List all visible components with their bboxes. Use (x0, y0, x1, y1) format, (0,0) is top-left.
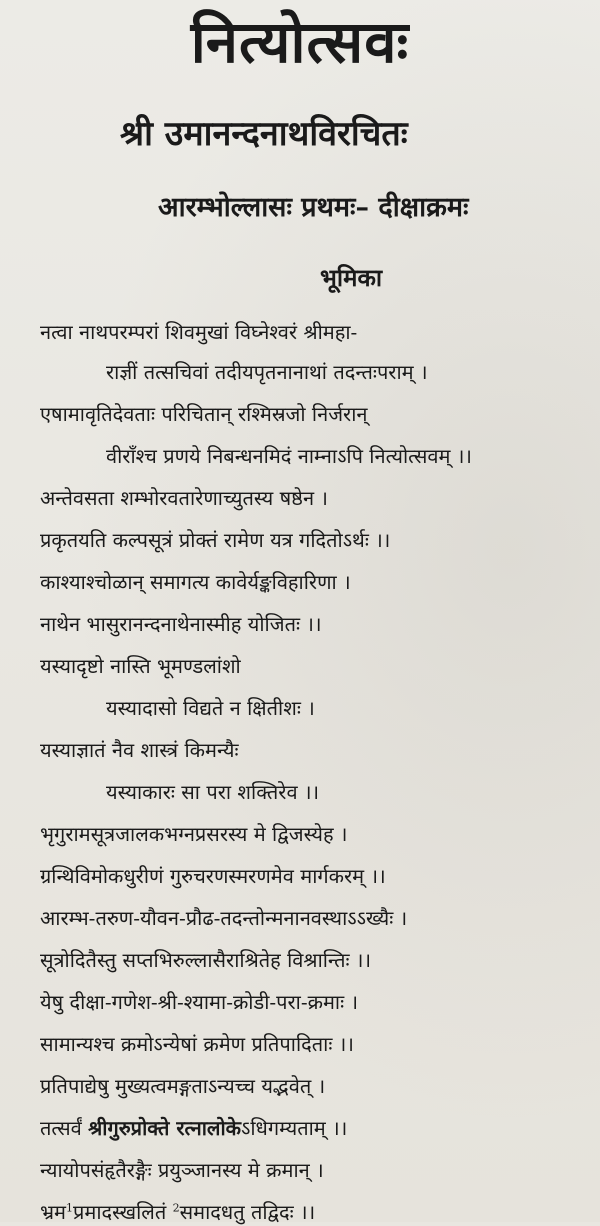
verse-line-middle: प्रमादस्खलितं (73, 1200, 173, 1224)
section-heading: भूमिका (320, 263, 383, 292)
verse-line: आरम्भ-तरुण-यौवन-प्रौढ-तदन्तोन्मनानवस्थाऽऽख्यैः । (40, 906, 408, 930)
verse-line-start: भ्रम (40, 1200, 67, 1224)
book-title: नित्योत्सवः (190, 8, 410, 76)
ratnaloka-reference: श्रीगुरुप्रोक्ते रत्नालोके (88, 1116, 242, 1140)
chapter-heading: आरम्भोल्लासः प्रथमः– दीक्षाक्रमः (158, 192, 469, 223)
verse-line: यस्याज्ञातं नैव शास्त्रं किमन्यैः (40, 738, 239, 762)
author-heading: श्री उमानन्दनाथविरचितः (120, 114, 408, 154)
verse-line: नत्वा नाथपरम्परां शिवमुखां विघ्नेश्वरं श्रीमहा- (40, 320, 358, 344)
footnote-marker-1: 1 (66, 1201, 74, 1215)
verse-line: एषामावृतिदेवताः परिचितान् रश्मिस्रजो निर्जरान् (40, 402, 368, 426)
verse-line: न्यायोपसंहृतैरङ्गैः प्रयुञ्जानस्य मे क्रमान् । (40, 1158, 324, 1182)
verse-line: सूत्रोदितैस्तु सप्तभिरुल्लासैराश्रितेह विश्रान्तिः ।। (40, 948, 372, 972)
verse-line: प्रतिपाद्येषु मुख्यत्वमङ्गताऽन्यच्च यद्भवेत् । (40, 1074, 326, 1098)
verse-line: वीराँश्च प्रणये निबन्धनमिदं नाम्नाऽपि नित्योत्सवम् ।। (106, 444, 473, 468)
verse-line: नाथेन भासुरानन्दनाथेनास्मीह योजितः ।। (40, 612, 322, 636)
verse-line-end: ऽधिगम्यताम् ।। (241, 1116, 348, 1140)
verse-line-start: तत्सर्वं (40, 1116, 89, 1140)
verse-line: अन्तेवसता शम्भोरवतारेणाच्युतस्य षष्ठेन । (40, 486, 328, 510)
verse-line: ग्रन्थिविमोकधुरीणं गुरुचरणस्मरणमेव मार्गकरम् ।। (40, 864, 386, 888)
verse-line: सामान्यश्च क्रमोऽन्येषां क्रमेण प्रतिपादिताः ।। (40, 1032, 354, 1056)
verse-line: येषु दीक्षा-गणेश-श्री-श्यामा-क्रोडी-परा-क्रमाः । (40, 990, 359, 1014)
verse-line: यस्याकारः सा परा शक्तिरेव ।। (106, 780, 320, 804)
verse-line: राज्ञीं तत्सचिवां तदीयपृतनानाथां तदन्तःपराम् । (106, 360, 428, 384)
verse-line: प्रकृतयति कल्पसूत्रं प्रोक्तं रामेण यत्र गदितोऽर्थः ।। (40, 528, 391, 552)
verse-line: भृगुरामसूत्रजालकभग्नप्रसरस्य मे द्विजस्येह । (40, 822, 348, 846)
verse-line (40, 1114, 347, 1142)
verse-line: काश्याश्चोळान् समागत्य कावेर्यङ्कविहारिणा । (40, 570, 351, 594)
verse-line: यस्यादृष्टो नास्ति भूमण्डलांशो (40, 654, 241, 678)
verse-line-end: समादधतु तद्विदः ।। (179, 1200, 316, 1224)
verse-line: यस्यादासो विद्यते न क्षितीशः । (106, 696, 315, 720)
footnote-marker-2: 2 (172, 1201, 180, 1215)
